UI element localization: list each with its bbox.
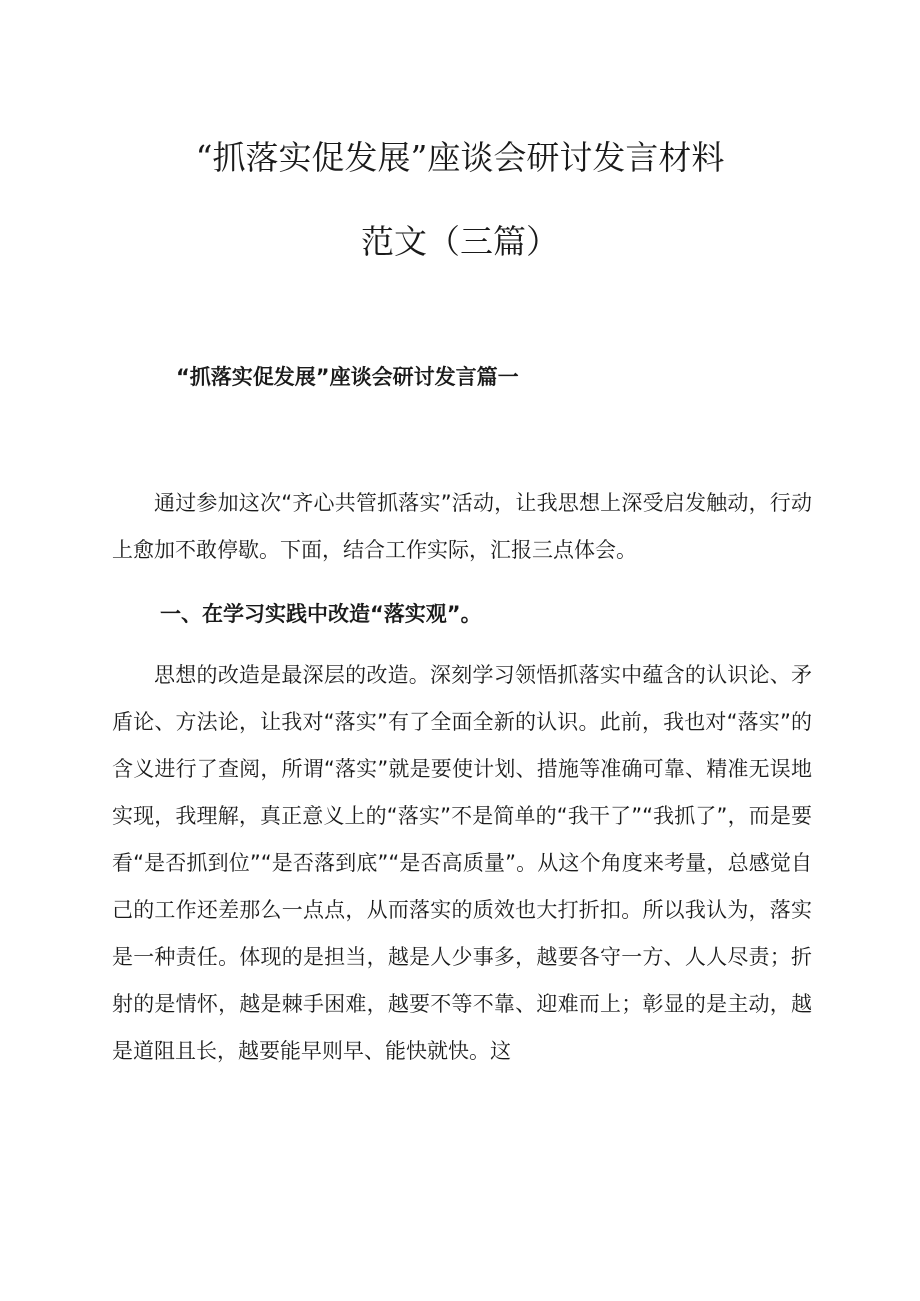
paragraph-intro: 通过参加这次“齐心共管抓落实”活动，让我思想上深受启发触动，行动上愈加不敢停歇。下面，结合工作实际，汇报三点体会。 [112, 491, 812, 562]
document-title-line-2: 范文（三篇） [361, 222, 559, 261]
document-title-line-1: “抓落实促发展”座谈会研讨发言材料 [195, 138, 725, 177]
subheading-1: 一、在学习实践中改造“落实观”。 [160, 602, 482, 626]
paragraph-body: 思想的改造是最深层的改造。深刻学习领悟抓落实中蕴含的认识论、矛盾论、方法论，让我对“落实”有了全面全新的认识。此前，我也对“落实”的含义进行了查阅，所谓“落实”就是要使计划、措施等准确可靠、精准无误地实现，我理解，真正意义上的“落实”不是简单的“我干了”“我抓了”，而是要看“是否抓到位”“是否落到底”“是否高质量”。从这个角度来考量，总感觉自己的工作还差那么一点点，从而落实的质效也大打折扣。所以我认为，落实是一种责任。体现的是担当，越是人少事多，越要各守一方、人人尽责；折射的是情怀，越是棘手困难，越要不等不靠、迎难而上；彰显的是主动，越是道阻且长，越要能早则早、能快就快。这 [112, 663, 812, 1063]
section-heading: “抓落实促发展”座谈会研讨发言篇一 [176, 365, 519, 389]
